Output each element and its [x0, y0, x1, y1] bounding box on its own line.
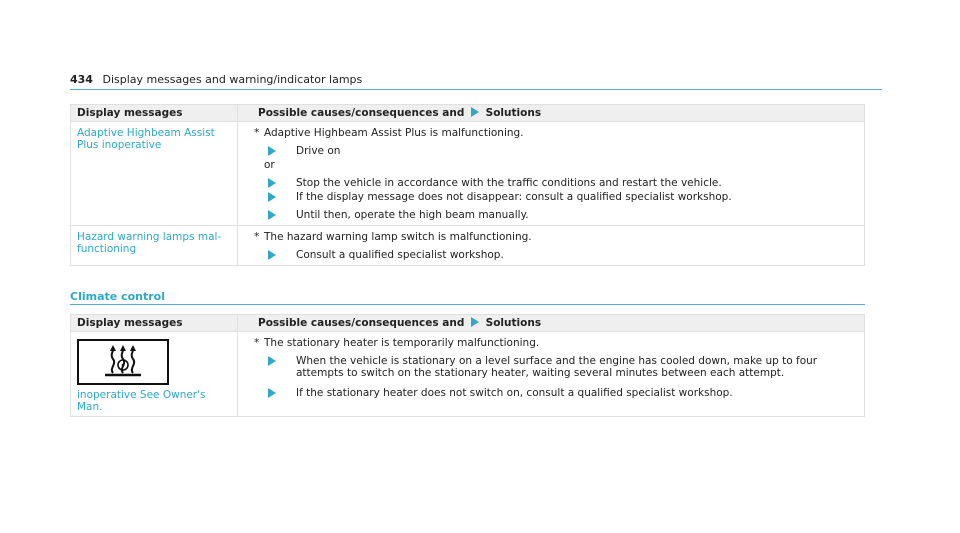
table-row [71, 226, 865, 266]
table-row [71, 122, 865, 226]
message-cell: Hazard warning lamps mal- functioning [71, 226, 238, 266]
solution-item: Drive on [264, 145, 864, 157]
solution-item: If the stationary heater does not switch on, consult a qualified specialist workshop. [264, 387, 864, 399]
solution-arrow-icon [268, 388, 276, 398]
solution-arrow-icon [268, 250, 276, 260]
cause-marker: * [254, 337, 260, 349]
table-header-row [71, 105, 865, 122]
message-cell: Adaptive Highbeam Assist Plus inoperative [71, 122, 238, 226]
table-header-row [71, 315, 865, 332]
section-title: Climate control [70, 290, 165, 303]
messages-table-1 [70, 104, 865, 266]
causes-cell [238, 332, 865, 417]
solution-item: Stop the vehicle in accordance with the traffic conditions and restart the vehicle. [264, 177, 864, 189]
message-cell [71, 332, 238, 417]
page-header-title: Display messages and warning/indicator lamps [102, 73, 363, 86]
cause-text: * Adaptive Highbeam Assist Plus is malfunctioning. [254, 127, 524, 139]
solution-arrow-icon [268, 192, 276, 202]
col-display-messages: Display messages [71, 315, 238, 332]
col-causes-solutions: Possible causes/consequences and Solutions [238, 105, 865, 122]
cause-marker: * [254, 127, 260, 139]
causes-cell [238, 122, 865, 226]
causes-cell [238, 226, 865, 266]
col-display-messages: Display messages [71, 105, 238, 122]
page-header [70, 73, 362, 86]
page-number: 434 [70, 73, 93, 86]
solution-arrow-icon [268, 210, 276, 220]
cause-text: * The stationary heater is temporarily malfunctioning. [254, 337, 540, 349]
cause-text: * The hazard warning lamp switch is malfunctioning. [254, 231, 532, 243]
section-rule [70, 304, 865, 305]
col-causes-solutions: Possible causes/consequences and Solutions [238, 315, 865, 332]
solution-arrow-icon [268, 356, 276, 366]
table-row [71, 332, 865, 417]
message-text: inoperative See Owner's Man. [77, 389, 206, 413]
solution-arrow-icon [471, 107, 479, 117]
solution-arrow-icon [268, 146, 276, 156]
solution-item: Consult a qualified specialist workshop. [264, 249, 864, 261]
solution-arrow-icon [268, 178, 276, 188]
solution-item: If the display message does not disappear: consult a qualified specialist workshop. [264, 191, 864, 203]
header-rule [70, 89, 882, 90]
or-label: or [264, 159, 275, 171]
solution-arrow-icon [471, 317, 479, 327]
cause-marker: * [254, 231, 260, 243]
messages-table-2 [70, 314, 865, 417]
solution-item: Until then, operate the high beam manually. [264, 209, 864, 221]
stationary-heater-icon [77, 339, 169, 385]
solution-item: When the vehicle is stationary on a level surface and the engine has cooled down, make up to four attempts to switch on the stationary heater, waiting several minutes between each attempt. [264, 355, 864, 379]
